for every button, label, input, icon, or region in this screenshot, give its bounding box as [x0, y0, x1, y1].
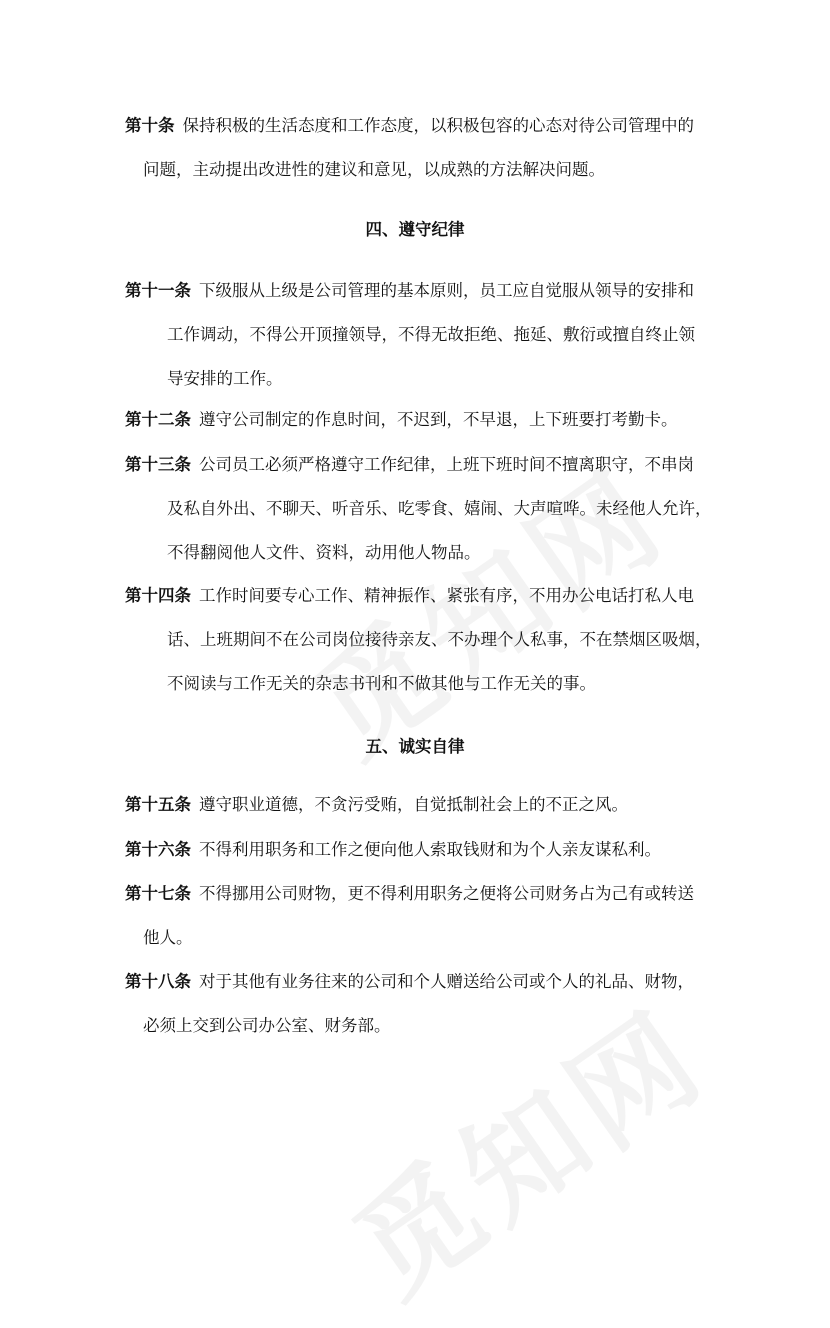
section-heading: 四、遵守纪律: [365, 220, 465, 239]
article-text: 工作时间要专心工作、精神振作、紧张有序，不用办公电话打私人电: [199, 586, 694, 605]
article-label: 第十三条: [125, 455, 191, 474]
article-text: 不得挪用公司财物，更不得利用职务之便将公司财务占为己有或转送: [199, 884, 694, 903]
article-line: 必须上交到公司办公室、财务部。: [143, 1016, 391, 1035]
article-text: 遵守职业道德，不贪污受贿，自觉抵制社会上的不正之风。: [199, 795, 628, 814]
article-text: 遵守公司制定的作息时间，不迟到，不早退，上下班要打考勤卡。: [199, 410, 678, 429]
article-line: 不阅读与工作无关的杂志书刊和不做其他与工作无关的事。: [167, 674, 596, 693]
article-line: [125, 444, 694, 486]
article-text: 公司员工必须严格遵守工作纪律，上班下班时间不擅离职守，不串岗: [199, 455, 694, 474]
article-label: 第十二条: [125, 410, 191, 429]
article-line: [125, 105, 694, 147]
article-line: [125, 829, 661, 871]
article-line: [125, 961, 694, 1003]
article-line: [125, 575, 694, 617]
article-line: 导安排的工作。: [167, 369, 283, 388]
article-line: 工作调动，不得公开顶撞领导，不得无故拒绝、拖延、敷衍或擅自终止领: [167, 325, 695, 344]
article-line: 问题，主动提出改进性的建议和意见，以成熟的方法解决问题。: [143, 160, 605, 179]
article-label: 第十八条: [125, 972, 191, 991]
article-line: [125, 873, 694, 915]
article-line: 不得翻阅他人文件、资料，动用他人物品。: [167, 543, 481, 562]
article-label: 第十七条: [125, 884, 191, 903]
article-line: [125, 784, 628, 826]
article-text: 不得利用职务和工作之便向他人索取钱财和为个人亲友谋私利。: [199, 840, 661, 859]
article-label: 第十条: [125, 116, 175, 135]
article-line: [125, 399, 678, 441]
article-text: 对于其他有业务往来的公司和个人赠送给公司或个人的礼品、财物，: [199, 972, 694, 991]
article-line: 他人。: [143, 928, 193, 947]
article-line: 话、上班期间不在公司岗位接待亲友、不办理个人私事，不在禁烟区吸烟，: [167, 630, 712, 649]
section-heading: 五、诚实自律: [365, 737, 465, 756]
article-line: 及私自外出、不聊天、听音乐、吃零食、嬉闹、大声喧哗。未经他人允许，: [167, 499, 712, 518]
article-label: 第十六条: [125, 840, 191, 859]
article-label: 第十五条: [125, 795, 191, 814]
article-line: [125, 270, 694, 312]
article-label: 第十四条: [125, 586, 191, 605]
article-text: 下级服从上级是公司管理的基本原则，员工应自觉服从领导的安排和: [199, 281, 694, 300]
article-text: 保持积极的生活态度和工作态度，以积极包容的心态对待公司管理中的: [182, 116, 694, 135]
article-label: 第十一条: [125, 281, 191, 300]
